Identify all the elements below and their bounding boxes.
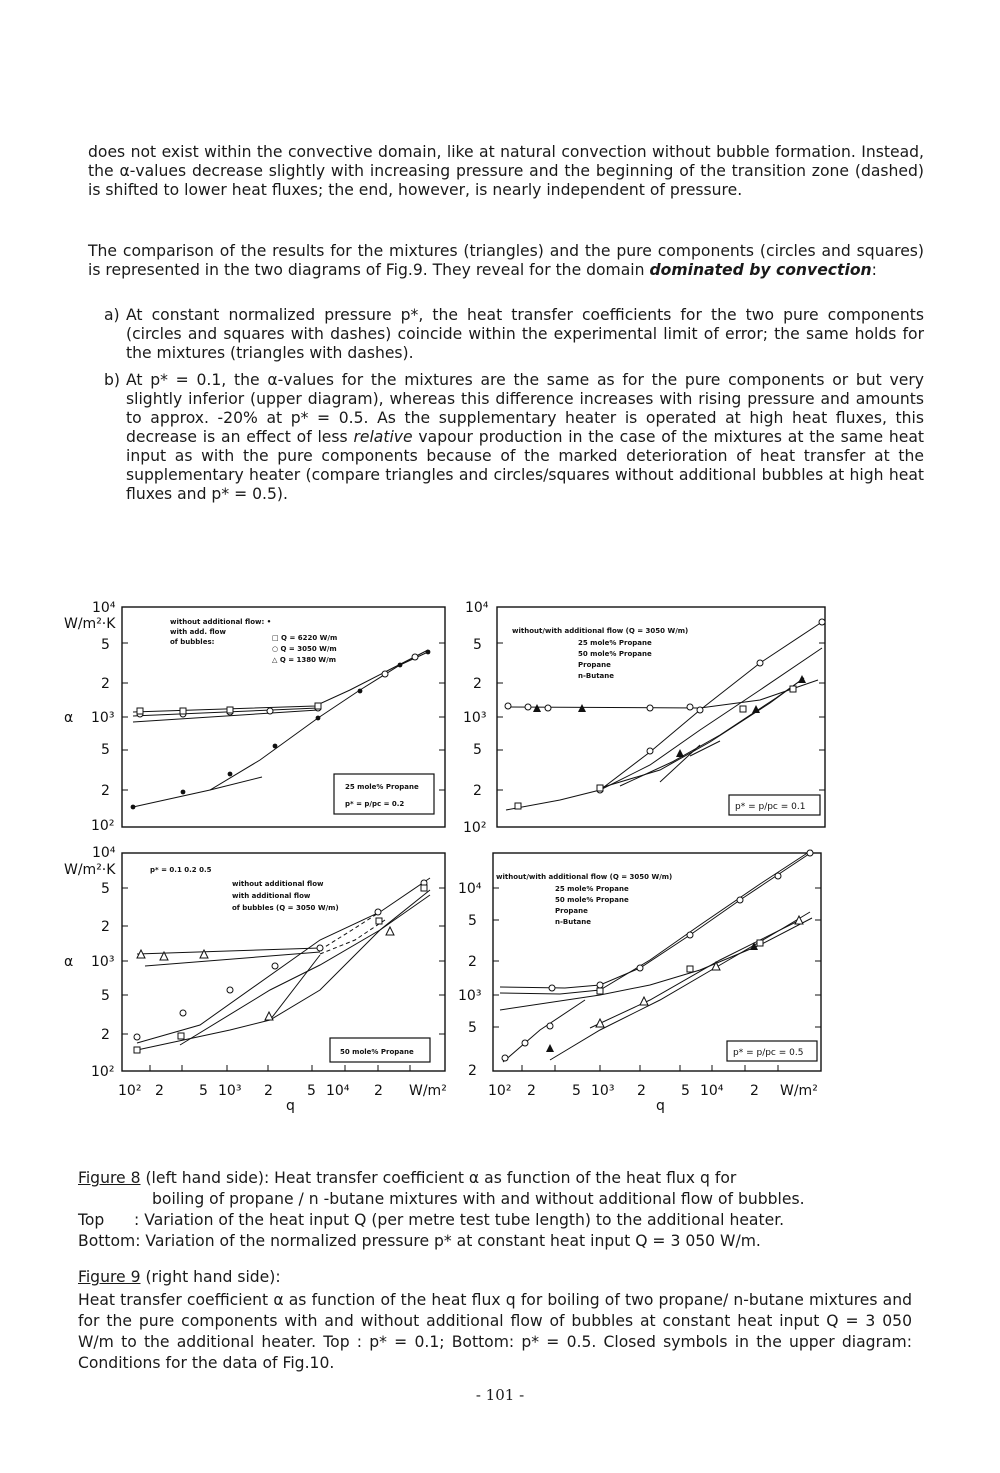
fig9-bottom-panel [458,850,821,1114]
legend-line: 25 mole% Propane [578,639,652,647]
curve-flat [506,680,818,708]
figure-8-caption-line-1 [78,1168,918,1189]
y-tick: 10³ [91,954,115,970]
y-tick: 10² [91,818,115,834]
legend-line: △ Q = 1380 W/m [272,656,337,664]
legend-line: □ Q = 6220 W/m [272,634,338,642]
y-unit: W/m²·K [64,616,116,632]
y-tick: 5 [468,913,477,929]
list-item-b-label: b) [104,371,120,389]
annotation-pressure: p* = p/pᴄ = 0.5 [733,1048,804,1058]
legend-line: Propane [555,907,588,915]
legend-line: 50 mole% Propane [578,650,652,658]
y-tick: 2 [101,783,110,799]
figure-8-title: Figure 8 [78,1169,141,1187]
legend-line: n-Butane [555,918,592,926]
legend-line: of bubbles: [170,638,215,646]
y-tick: 10² [91,1064,115,1080]
y-tick: 2 [101,919,110,935]
x-tick: 5 [681,1083,690,1099]
annotation-mixture: 25 mole% Propane [345,783,419,791]
legend-line: ○ Q = 3050 W/m [272,645,337,653]
figure-9-title: Figure 9 [78,1268,141,1286]
legend-line: 50 mole% Propane [555,896,629,904]
y-tick: 5 [473,637,482,653]
curve-dashed [320,912,380,950]
figure-8-caption-line-4: Bottom: Variation of the normalized pressure p* at constant heat input Q = 3 050 W/m. [78,1232,761,1250]
tangent-line [210,777,262,790]
x-label: q [286,1098,295,1114]
legend-line: p* = 0.1 0.2 0.5 [150,866,212,874]
fig8-top-panel [64,600,445,834]
y-symbol: α [64,710,74,726]
figure-9-caption-body: Heat transfer coefficient α as function of the heat flux q for boiling of two propane/ n-butane mixtures and for the pure components with and without additional flow of bubbles at constant heat input Q = 3 050 W/m to the additional heater. Top : p* = 0.1; Bottom: p* = 0.5. Closed symbols in the upper diagram: Conditions for the data of Fig.10. [78,1291,912,1372]
x-tick: 5 [199,1083,208,1099]
legend-line: without additional flow: • [170,618,272,626]
y-tick: 5 [101,881,110,897]
x-tick: 2 [750,1083,759,1099]
paragraph-2-colon: : [871,261,877,279]
annotation-mixture: 50 mole% Propane [340,1048,414,1056]
x-tick: 10⁴ [326,1083,350,1099]
y-tick: 5 [473,742,482,758]
annotation-pressure: p* = p/pᴄ = 0.2 [345,800,405,808]
y-tick: 10⁴ [458,881,482,897]
legend-line: of bubbles (Q = 3050 W/m) [232,904,339,912]
figure-8-caption-line-2: boiling of propane / n -butane mixtures with and without additional flow of bubbles. [152,1190,805,1208]
x-tick: 5 [572,1083,581,1099]
list-item-b-text-end: vapour production in the case of the mixtures at the same heat input as with the pure components because of the marked deterioration of heat transfer at the supplementary heater (compare triangles and circles/squares without additional bubbles at high heat fluxes and p* = 0.5). [126,428,924,503]
x-tick: 2 [155,1083,164,1099]
annotation-pressure: p* = p/pᴄ = 0.1 [735,802,806,812]
curve-pure-2 [500,850,812,994]
x-label: q [656,1098,665,1114]
list-item-a-label: a) [104,306,120,324]
curve-25-mole [600,678,804,788]
y-tick: 10³ [91,710,115,726]
x-tick: 2 [637,1083,646,1099]
y-tick: 2 [101,676,110,692]
page-number: - 101 - [475,1386,525,1404]
list-item-b-emphasis: relative [353,428,413,446]
x-unit: W/m² [780,1083,818,1099]
x-tick: 10² [488,1083,512,1099]
paragraph-1: does not exist within the convective domain, like at natural convection without bubble formation. Instead, the α-values decrease slightly with increasing pressure and the beginning of the transition zone (dashed) is shifted to lower heat fluxes; the end, however, is nearly independent of pressure. [88,143,924,199]
paragraph-2-text: The comparison of the results for the mixtures (triangles) and the pure components (circles and squares) is represented in the two diagrams of Fig.9. They reveal for the domain [88,242,924,279]
legend-line: 25 mole% Propane [555,885,629,893]
legend-header: without/with additional flow (Q = 3050 W/m) [512,627,689,635]
curve-propane [506,622,822,810]
legend-header: without/with additional flow (Q = 3050 W/m) [496,873,673,881]
x-tick: 2 [264,1083,273,1099]
y-tick: 2 [473,676,482,692]
curve-no-flow-01 [137,890,430,1050]
figure-8-caption-text: (left hand side): Heat transfer coefficient α as function of the heat flux q for [145,1169,737,1187]
y-tick: 2 [473,783,482,799]
y-tick: 10⁴ [92,600,116,616]
curve-no-flow-05 [180,895,430,1045]
legend-line: with add. flow [170,628,226,636]
y-tick: 10⁴ [92,845,116,861]
x-tick: 10³ [218,1083,242,1099]
y-tick: 5 [468,1020,477,1036]
legend-line: with additional flow [232,892,311,900]
x-tick: 10² [118,1083,142,1099]
y-tick: 5 [101,742,110,758]
x-tick: 10³ [591,1083,615,1099]
figure-9-title-rest: (right hand side): [145,1268,281,1286]
y-unit: W/m²·K [64,862,116,878]
curve-butane [600,648,822,790]
paragraph-2-emphasis: dominated by convection [649,261,872,279]
fig8-bottom-panel [64,845,447,1114]
y-symbol: α [64,954,74,970]
curve-no-flow-02 [137,878,430,1043]
y-tick: 2 [468,1063,477,1079]
y-tick: 2 [101,1027,110,1043]
figure-8-caption-line-3: Top : Variation of the heat input Q (per metre test tube length) to the additional heater. [78,1211,785,1229]
y-tick: 2 [468,954,477,970]
y-tick: 10² [463,820,487,836]
y-tick: 10⁴ [465,600,489,616]
legend-line: n-Butane [578,672,615,680]
curve-low-3 [590,920,800,1028]
x-unit: W/m² [409,1083,447,1099]
legend-line: without additional flow [232,880,324,888]
y-tick: 5 [101,637,110,653]
list-item-b-text: At p* = 0.1, the α-values for the mixtures are the same as for the pure components or but very slightly inferior (upper diagram), whereas this difference increases with rising pressure and amounts to approx. -20% at p* = 0.5. As the supplementary heater is operated at high heat fluxes, this decrease is an effect of less [126,371,924,446]
y-tick: 10³ [463,710,487,726]
curve-low-1 [503,1000,585,1062]
figure-9-caption-title [78,1267,918,1288]
x-tick: 10⁴ [700,1083,724,1099]
list-item-a-text: At constant normalized pressure p*, the heat transfer coefficients for the two pure components (circles and squares with dashes) coincide within the experimental limit of error; the same holds for the mixtures (triangles with dashes). [126,306,924,362]
y-tick: 5 [101,988,110,1004]
legend-line: Propane [578,661,611,669]
x-tick: 5 [307,1083,316,1099]
x-tick: 2 [527,1083,536,1099]
x-tick: 2 [374,1083,383,1099]
fig9-top-panel [463,600,825,836]
y-tick: 10³ [458,988,482,1004]
